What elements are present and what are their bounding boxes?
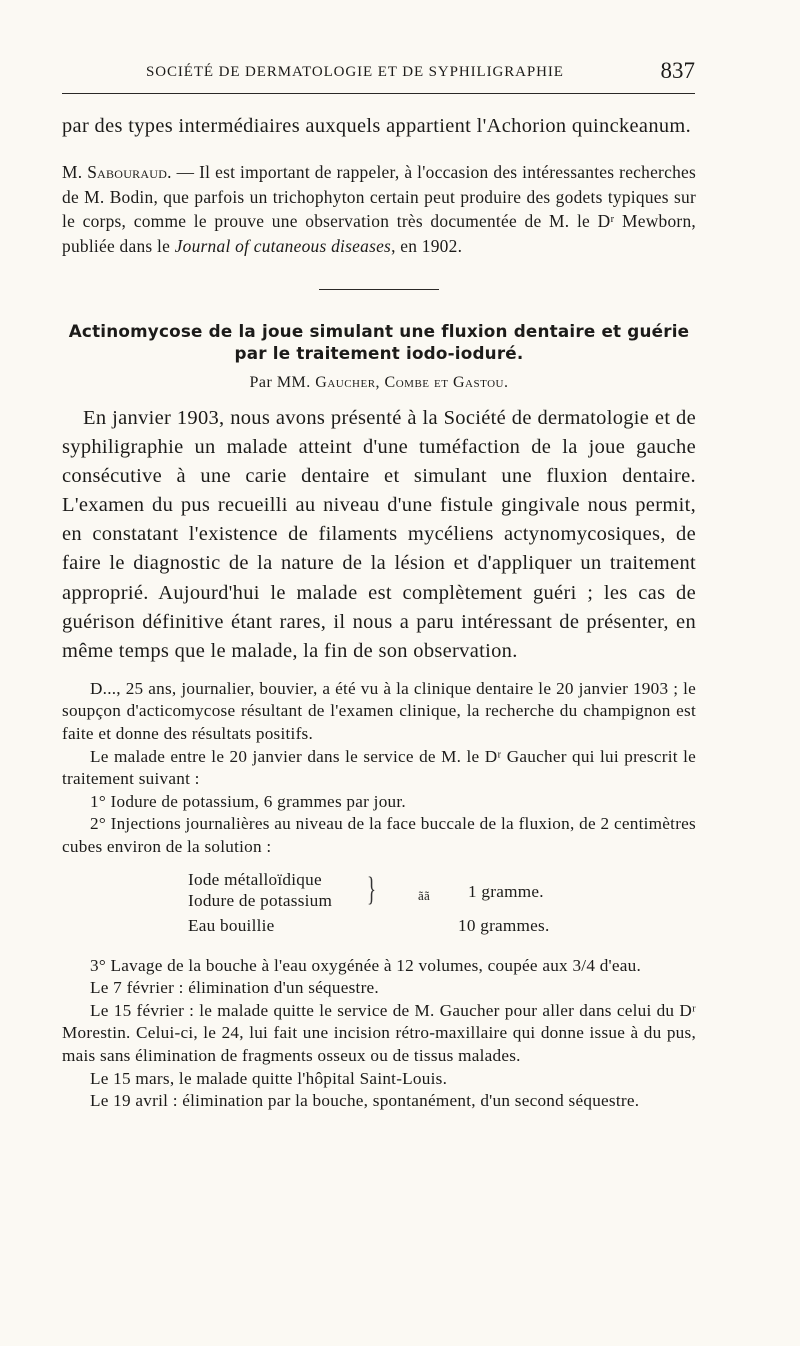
- case-paragraph: Le 15 mars, le malade quitte l'hôpital Saint-Louis.: [90, 1068, 448, 1088]
- case-paragraph: Le 15 février : le malade quitte le service de M. Gaucher pour aller dans celui du Dʳ Morestin. Celui-ci, le 24, lui fait une incision rétro-maxillaire qui donne issue à du pus, mais sans élimination de fragments osseux ou de tissus malades.: [62, 1000, 696, 1065]
- authors-names: Gaucher, Combe et Gastou.: [315, 374, 509, 391]
- intro-paragraph: En janvier 1903, nous avons présenté à la Société de dermatologie et de syphiligraphie un malade atteint d'une tuméfaction de la joue gauche consécutive à une carie dentaire et simulant une fluxion dentaire. L'examen du pus recueilli au niveau d'une fistule gingivale nous permit, en constatant l'existence de filaments mycéliens actynomycosiques, de faire le diagnostic de la nature de la lésion et d'appliquer un traitement approprié. Aujourd'hui le malade est complètement guéri ; les cas de guérison définitive étant rares, il nous a paru intéressant de présenter, en même temps que le malade, la fin de son observation.: [62, 407, 696, 662]
- prescription-formula: [62, 869, 696, 951]
- page-header: [62, 58, 695, 86]
- speaker-name: M. Sabouraud.: [62, 162, 172, 182]
- authors-prefix: Par MM.: [249, 374, 316, 391]
- page-body: [62, 112, 696, 1113]
- journal-title: Journal of cutaneous diseases: [174, 235, 392, 256]
- continuation-paragraph: par des types intermédiaires auxquels appartient l'Achorion quinckeanum.: [62, 115, 692, 137]
- treatment-item: 1° Iodure de potassium, 6 grammes par jour.: [90, 791, 406, 811]
- sabouraud-remark: [62, 160, 696, 258]
- formula-brace: }: [367, 870, 377, 908]
- formula-ingredient: Iode métalloïdique: [188, 869, 322, 889]
- formula-ingredient: Iodure de potassium: [188, 890, 333, 910]
- case-report: [62, 678, 696, 1113]
- remark-end: , en 1902.: [391, 235, 463, 256]
- formula-ana: ãã: [418, 887, 431, 903]
- article-authors: [62, 374, 696, 392]
- case-paragraph: Le 19 avril : élimination par la bouche, spontanément, d'un second séquestre.: [90, 1091, 640, 1111]
- running-title: SOCIÉTÉ DE DERMATOLOGIE ET DE SYPHILIGRAPHIE: [146, 64, 564, 80]
- page-number: 837: [660, 58, 695, 83]
- header-rule: [62, 93, 695, 94]
- remark-text: — Il est important de rappeler, à l'occasion des intéressantes recherches de M. Bodin, que parfois un trichophyton certain peut produire des godets typiques sur le corps, comme le prouve une observation très documentée de M. le Dʳ Mewborn, publiée dans le: [62, 162, 696, 256]
- treatment-item: 2° Injections journalières au niveau de la face buccale de la fluxion, de 2 centimètres cubes environ de la solution :: [62, 814, 696, 856]
- treatment-item: 3° Lavage de la bouche à l'eau oxygénée à 12 volumes, coupée aux 3/4 d'eau.: [90, 955, 642, 975]
- case-paragraph: Le 7 février : élimination d'un séquestre.: [90, 978, 379, 998]
- section-divider: [319, 289, 439, 290]
- article-title: Actinomycose de la joue simulant une fluxion dentaire et guérie par le traitement iodo-ioduré.: [68, 321, 690, 363]
- case-paragraph: D..., 25 ans, journalier, bouvier, a été vu à la clinique dentaire le 20 janvier 1903 ; le soupçon d'acticomycose résultant de l'examen clinique, la recherche du champignon est faite et donne des résultats positifs.: [62, 678, 696, 744]
- case-paragraph: Le malade entre le 20 janvier dans le service de M. le Dʳ Gaucher qui lui prescrit le traitement suivant :: [62, 746, 696, 789]
- formula-ingredient: Eau bouillie: [188, 915, 275, 935]
- formula-quantity: 1 gramme.: [468, 881, 544, 901]
- formula-quantity: 10 grammes.: [458, 915, 550, 935]
